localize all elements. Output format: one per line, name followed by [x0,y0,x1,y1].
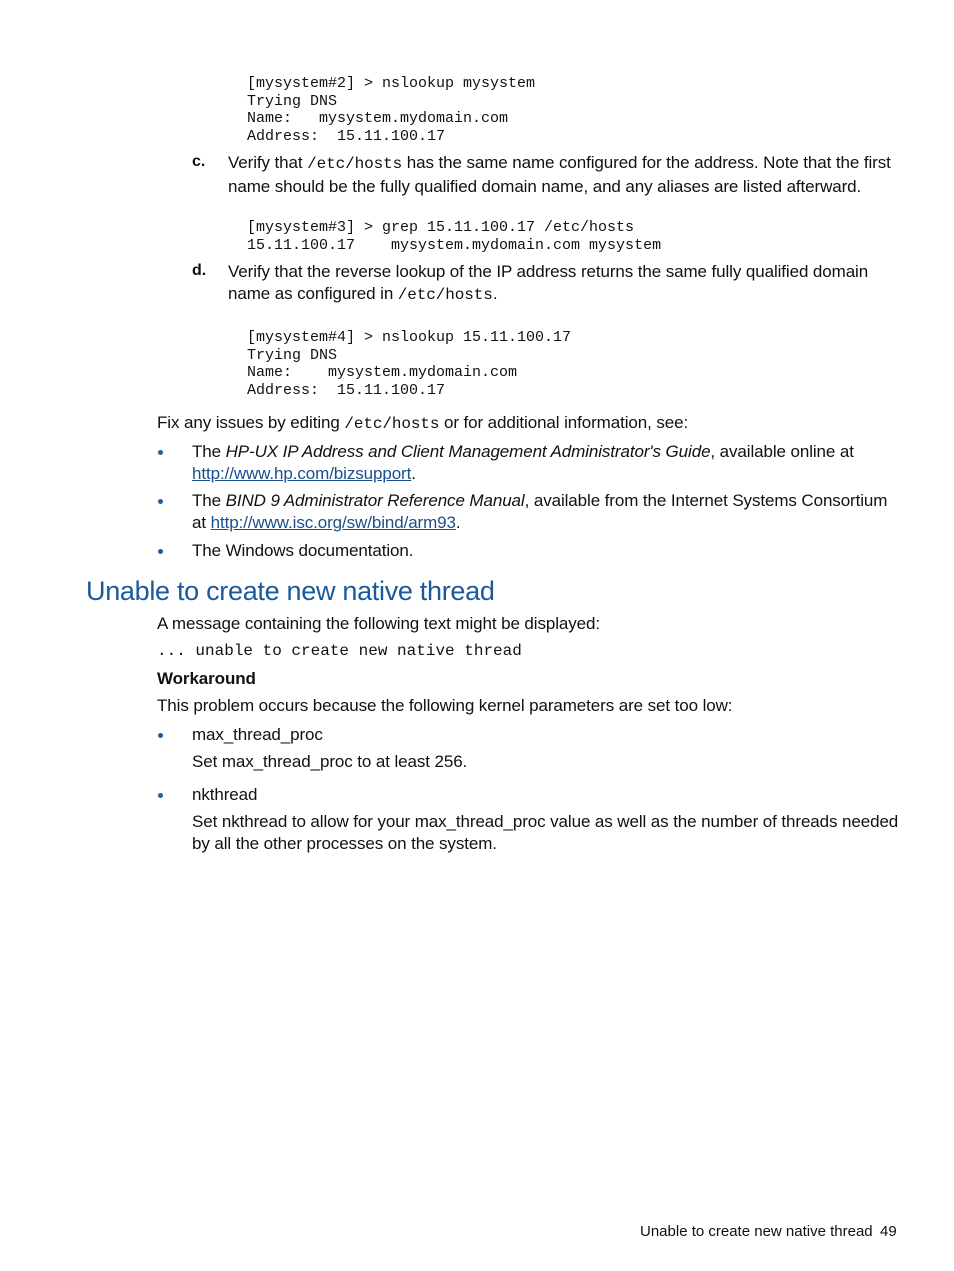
step-c-text [228,152,908,197]
param-name-max-thread-proc: max_thread_proc [192,725,323,744]
ref-suffix: . [411,463,416,483]
ref-suffix: . [455,512,461,532]
step-d-path: /etc/hosts [397,285,493,304]
hp-bizsupport-link[interactable]: http://www.hp.com/bizsupport [192,463,412,483]
page-number: 49 [880,1223,897,1240]
workaround-label: Workaround [157,669,256,688]
code-block-nslookup-ip: [mysystem#4] > nslookup 15.11.100.17 Trying DNS Name: mysystem.mydomain.com Address: 15.11.100.17 [247,329,572,399]
fix-paragraph [157,412,897,436]
bullet-icon [158,499,163,504]
step-c-text-after: has the same name configured for the address. Note that the first name should be the fully qualified domain name, and any aliases are listed afterward. [228,153,891,196]
ref-title: HP-UX IP Address and Client Management Administrator's Guide [225,442,711,461]
isc-arm93-link[interactable]: http://www.isc.org/sw/bind/arm93 [210,512,456,532]
ref-prefix: The [192,442,226,461]
fix-text-before: Fix any issues by editing [157,413,345,432]
code-block-nslookup-name: [mysystem#2] > nslookup mysystem Trying DNS Name: mysystem.mydomain.com Address: 15.11.100.17 [247,75,536,145]
step-c-text-before: Verify that [228,153,308,172]
ref-item-windows-docs: The Windows documentation. [192,541,414,560]
param-desc-max-thread-proc: Set max_thread_proc to at least 256. [192,752,468,771]
ref-title: BIND 9 Administrator Reference Manual [225,491,525,510]
param-desc-nkthread: Set nkthread to allow for your max_thread_proc value as well as the number of threads needed by all the other processes on the system. [192,812,899,853]
ref-item-bind-manual [192,490,904,533]
ref-prefix: The [192,491,226,510]
workaround-intro: This problem occurs because the following kernel parameters are set too low: [157,696,733,715]
bullet-icon [158,549,163,554]
ref-middle: , available online at [710,442,854,461]
section-heading: Unable to create new native thread [86,576,495,606]
code-block-grep-hosts: [mysystem#3] > grep 15.11.100.17 /etc/hosts 15.11.100.17 mysystem.mydomain.com mysystem [247,219,662,254]
error-message: ... unable to create new native thread [157,642,522,660]
param-name-nkthread: nkthread [192,785,258,804]
step-c-label: c. [192,153,206,170]
footer-title: Unable to create new native thread [640,1223,873,1240]
fix-path: /etc/hosts [344,415,440,433]
bullet-icon [158,450,163,455]
section-intro: A message containing the following text might be displayed: [157,614,600,633]
ref-middle: , available from the Internet Systems Consortium at [192,491,888,532]
ref-item-hpux-guide [192,441,892,484]
fix-text-after: or for additional information, see: [439,413,689,432]
bullet-icon [158,793,163,798]
step-c-path: /etc/hosts [307,155,403,173]
step-d-text-after: . [492,283,498,303]
bullet-icon [158,733,163,738]
step-d-text-before: Verify that the reverse lookup of the IP address returns the same fully qualified domain name as configured in [228,262,869,303]
step-d-text [228,261,900,306]
step-d-label: d. [192,262,207,279]
